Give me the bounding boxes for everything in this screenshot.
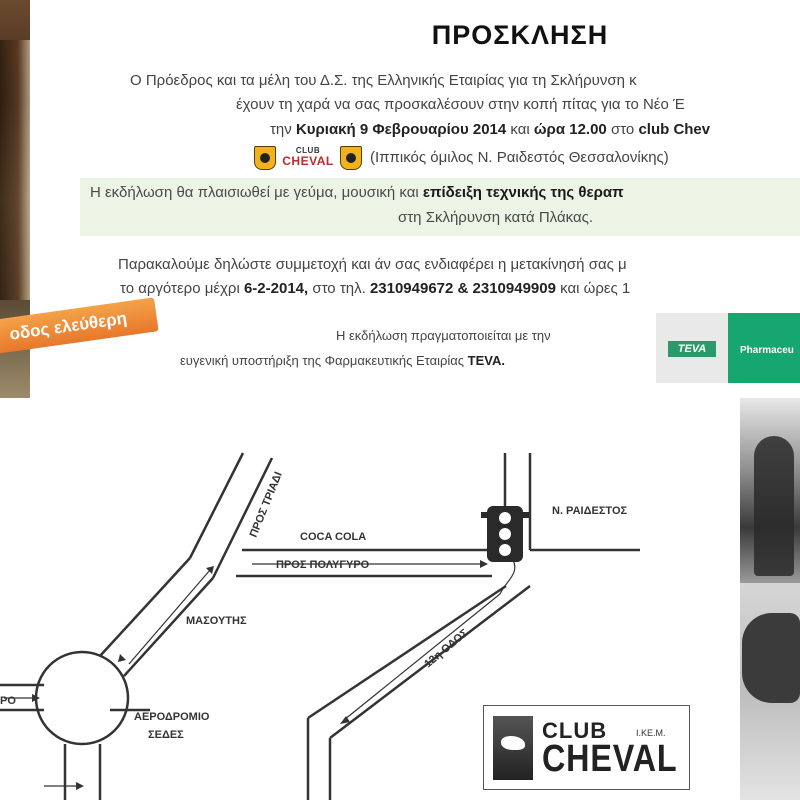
event-venue: club Chev xyxy=(638,121,711,138)
logo-small-main: CHEVAL xyxy=(282,154,334,168)
horse-emblem-icon xyxy=(493,716,533,780)
date-line xyxy=(270,121,710,138)
traffic-light-icon xyxy=(481,506,529,562)
shield-icon xyxy=(340,146,362,170)
invitation-section xyxy=(0,0,800,398)
date-mid: και xyxy=(506,121,534,138)
sponsor-name: TEVA. xyxy=(467,353,505,368)
rsvp-date: 6-2-2014, xyxy=(243,280,309,297)
invitation-title: ΠΡΟΣΚΛΗΣΗ xyxy=(431,20,609,50)
event-details-pre: Η εκδήλωση θα πλαισιωθεί με γεύμα, μουσική και xyxy=(90,184,423,201)
venue-prefix: στο xyxy=(606,121,639,138)
event-time: ώρα 12.00 xyxy=(533,121,607,138)
rsvp-mid: στο τηλ. xyxy=(308,280,370,297)
label-pros-triadi: ΠΡΟΣ ΤΡΙΑΔΙ xyxy=(247,470,285,540)
teva-logo-box xyxy=(656,313,728,383)
label-masoutis: ΜΑΣΟΥΤΗΣ xyxy=(186,615,247,627)
teva-logo: TEVA xyxy=(668,341,716,357)
rsvp-end: και ώρες 1 xyxy=(555,280,631,297)
rsvp-phones: 2310949672 & 2310949909 xyxy=(369,280,556,297)
club-cheval-logo xyxy=(483,705,690,790)
venue-line xyxy=(254,146,669,170)
club-logo-suffix: Ι.ΚΕ.Μ. xyxy=(636,728,666,738)
sponsor-prefix: ευγενική υποστήριξη της Φαρμακευτικής Εταιρίας xyxy=(180,353,468,368)
sponsor-line-2 xyxy=(180,353,505,368)
rsvp-prefix: το αργότερο μέχρι xyxy=(120,280,244,297)
sponsor-line-1: Η εκδήλωση πραγματοποιείται με την xyxy=(336,328,551,343)
date-prefix: την xyxy=(270,121,296,138)
club-cheval-small-logo xyxy=(254,146,362,170)
direction-arrows xyxy=(4,560,515,786)
shield-icon xyxy=(254,146,276,170)
venue-description: (Ιππικός όμιλος Ν. Ραιδεστός Θεσσαλονίκης) xyxy=(370,148,669,166)
free-entry-text: οδος ελεύθερη xyxy=(8,308,129,344)
label-12th-street: 12η ΟΔΟΣ xyxy=(422,627,471,671)
intro-line-2: έχουν τη χαρά να σας προσκαλέσουν στην κοπή πίτας για το Νέο Έ xyxy=(236,96,685,113)
event-date: Κυριακή 9 Φεβρουαρίου 2014 xyxy=(295,121,507,138)
intro-line-1: Ο Πρόεδρος και τα μέλη του Δ.Σ. της Ελληνικής Εταιρίας για τη Σκλήρυνση κ xyxy=(130,72,637,89)
club-logo-main: CHEVAL xyxy=(542,738,678,780)
pharmaceuticals-banner: Pharmaceu xyxy=(728,313,800,383)
club-logo-top: CLUB xyxy=(542,718,608,743)
event-details-box xyxy=(80,178,800,236)
label-ro: ΡΟ xyxy=(0,695,16,707)
event-details-line-2: στη Σκλήρυνση κατά Πλάκας. xyxy=(398,209,594,226)
rsvp-line-1: Παρακαλούμε δηλώστε συμμετοχή και άν σας ενδιαφέρει η μετακίνησή σας μ xyxy=(118,256,627,273)
event-details-line-1 xyxy=(90,184,624,201)
event-details-bold: επίδειξη τεχνικής της θεραπ xyxy=(422,184,624,201)
label-pros-polygyro: ΠΡΟΣ ΠΟΛΥΓΥΡΟ xyxy=(276,559,370,571)
label-coca-cola: COCA COLA xyxy=(300,531,367,543)
label-sedes: ΣΕΔΕΣ xyxy=(148,729,184,741)
rsvp-line-2 xyxy=(120,280,630,297)
label-n-raidestos: Ν. ΡΑΙΔΕΣΤΟΣ xyxy=(552,505,628,517)
logo-small-top: CLUB xyxy=(295,146,321,155)
rider-photo xyxy=(740,398,800,583)
horse-head-photo xyxy=(740,583,800,800)
label-aerodromio: ΑΕΡΟΔΡΟΜΙΟ xyxy=(134,711,210,723)
